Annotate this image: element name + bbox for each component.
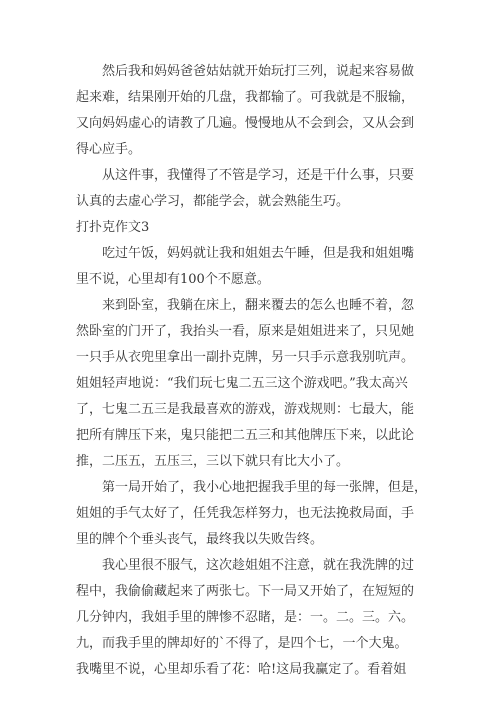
line-text: 几分钟内，我姐手里的牌惨不忍睹，是：一。二。三。六。 xyxy=(76,610,415,625)
text-line xyxy=(0,59,500,85)
text-line xyxy=(0,553,500,579)
heading-text: 打扑克作文3 xyxy=(76,220,150,235)
line-text: 程中，我偷偷藏起来了两张七。下一局又开始了，在短短的 xyxy=(76,584,415,599)
text-line xyxy=(0,657,500,683)
line-text: 一只手从衣兜里拿出一副扑克牌，另一只手示意我别吭声。 xyxy=(76,350,415,365)
line-text: 了，七鬼二五三是我最喜欢的游戏，游戏规则：七最大，能 xyxy=(76,402,415,417)
line-text: 姐姐轻声地说：“我们玩七鬼二五三这个游戏吧。”我太高兴 xyxy=(76,376,408,391)
line-text: 得心应手。 xyxy=(76,142,142,157)
line-text: 九，而我手里的牌却好的`不得了，是四个七，一个大鬼。 xyxy=(76,636,408,651)
text-line xyxy=(0,241,500,267)
text-line xyxy=(0,137,500,163)
text-line xyxy=(0,293,500,319)
text-line xyxy=(0,423,500,449)
line-text: 来到卧室，我躺在床上，翻来覆去的怎么也睡不着，忽 xyxy=(102,298,415,313)
text-line xyxy=(0,163,500,189)
text-line xyxy=(0,85,500,111)
line-text: 里不说，心里却有100个不愿意。 xyxy=(76,272,270,287)
line-text: 推，二压五，五压三，三以下就只有比大小了。 xyxy=(76,454,350,469)
line-text: 然后我和妈妈爸爸姑姑就开始玩打三列，说起来容易做 xyxy=(102,64,415,79)
text-line xyxy=(0,267,500,293)
section-heading xyxy=(0,215,500,241)
line-text: 里的牌个个垂头丧气，最终我以失败告终。 xyxy=(76,532,324,547)
line-text: 我嘴里不说，心里却乐看了花：哈!这局我赢定了。看着姐 xyxy=(76,662,407,677)
line-text: 又向妈妈虚心的请教了几遍。慢慢地从不会到会，又从会到 xyxy=(76,116,415,131)
text-line xyxy=(0,449,500,475)
line-text: 姐姐的手气太好了，任凭我怎样努力，也无法挽救局面，手 xyxy=(76,506,415,521)
line-text: 认真的去虚心学习，都能学会，就会熟能生巧。 xyxy=(76,194,350,209)
text-line xyxy=(0,111,500,137)
text-line xyxy=(0,527,500,553)
text-line xyxy=(0,501,500,527)
text-line xyxy=(0,371,500,397)
line-text: 吃过午饭，妈妈就让我和姐姐去午睡，但是我和姐姐嘴 xyxy=(102,246,415,261)
line-text: 然卧室的门开了，我抬头一看，原来是姐姐进来了，只见她 xyxy=(76,324,415,339)
line-text: 第一局开始了，我小心地把握我手里的每一张牌，但是， xyxy=(102,480,428,495)
line-text: 我心里很不服气，这次趁姐姐不注意，就在我洗牌的过 xyxy=(102,558,415,573)
line-text: 起来难，结果刚开始的几盘，我都输了。可我就是不服输， xyxy=(76,90,415,105)
text-line xyxy=(0,397,500,423)
text-line xyxy=(0,605,500,631)
text-line xyxy=(0,189,500,215)
text-line xyxy=(0,579,500,605)
text-line xyxy=(0,631,500,657)
text-line xyxy=(0,345,500,371)
line-text: 从这件事，我懂得了不管是学习，还是干什么事，只要 xyxy=(102,168,415,183)
line-text: 把所有牌压下来，鬼只能把二五三和其他牌压下来，以此论 xyxy=(76,428,415,443)
text-line xyxy=(0,475,500,501)
text-line xyxy=(0,319,500,345)
